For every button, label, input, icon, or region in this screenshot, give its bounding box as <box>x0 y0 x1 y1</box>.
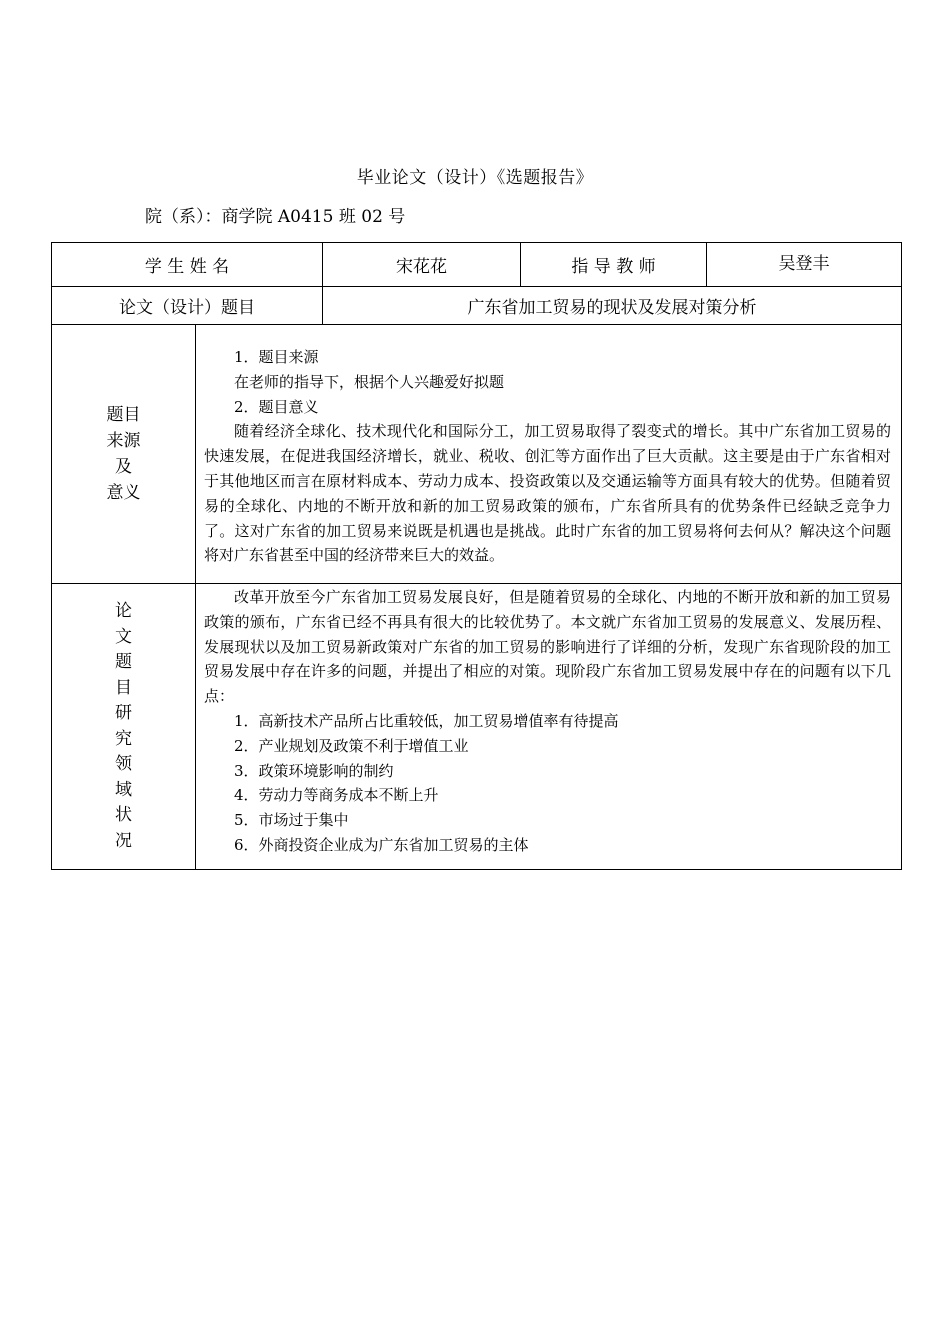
topic-label: 论文（设计）题目 <box>52 287 323 325</box>
source-heading: 1．题目来源 <box>234 348 319 366</box>
research-item: 5．市场过于集中 <box>234 811 349 830</box>
research-item: 6．外商投资企业成为广东省加工贸易的主体 <box>234 835 529 854</box>
source-row <box>52 325 902 584</box>
research-status-content <box>196 584 902 870</box>
research-item: 4．劳动力等商务成本不断上升 <box>234 786 439 805</box>
department-line: 院（系）：商学院 A0415 班 02 号 <box>145 207 406 227</box>
student-name-label: 学 生 姓 名 <box>52 243 323 287</box>
significance-text: 随着经济全球化、技术现代化和国际分工，加工贸易取得了裂变式的增长。其中广东省加工贸易的快速发展，在促进我国经济增长，就业、税收、创汇等方面作出了巨大贡献。这主要是由于广东省相对于其他地区而言在原材料成本、劳动力成本、投资政策以及交通运输等方面具有较大的优势。但随着贸易的全球化、内地的不断开放和新的加工贸易政策的颁布，广东省所具有的优势条件已经缺乏竞争力了。这对广东省的加工贸易来说既是机遇也是挑战。此时广东省的加工贸易将何去何从？解决这个问题将对广东省甚至中国的经济带来巨大的效益。 <box>204 422 891 565</box>
research-status-label: 论 文 题 目 研 究 领 域 状 况 <box>52 584 196 870</box>
proposal-table <box>51 242 902 870</box>
source-significance-label: 题目 来源 及 意义 <box>52 325 196 584</box>
topic-row <box>52 287 902 325</box>
document-title: 毕业论文（设计）《选题报告》 <box>356 168 594 188</box>
research-intro: 改革开放至今广东省加工贸易发展良好，但是随着贸易的全球化、内地的不断开放和新的加工贸易政策的颁布，广东省已经不再具有很大的比较优势了。本文就广东省加工贸易的发展意义、发展历程、发展现状以及加工贸易新政策对广东省的加工贸易的影响进行了详细的分析，发现广东省现阶段的加工贸易发展中存在许多的问题，并提出了相应的对策。现阶段广东省加工贸易发展中存在的问题有以下几点： <box>204 588 891 706</box>
student-row <box>52 243 902 287</box>
topic-value: 广东省加工贸易的现状及发展对策分析 <box>323 287 902 325</box>
source-significance-content <box>196 325 902 584</box>
significance-heading: 2．题目意义 <box>234 397 319 416</box>
student-name-value: 宋花花 <box>323 243 521 287</box>
advisor-name-value: 吴登丰 <box>707 243 902 287</box>
research-item: 1．高新技术产品所占比重较低，加工贸易增值率有待提高 <box>234 711 619 730</box>
advisor-label: 指 导 教 师 <box>521 243 707 287</box>
source-text: 在老师的指导下，根据个人兴趣爱好拟题 <box>234 372 505 391</box>
research-item: 2．产业规划及政策不利于增值工业 <box>234 736 469 755</box>
research-row <box>52 584 902 870</box>
research-item: 3．政策环境影响的制约 <box>234 761 394 780</box>
